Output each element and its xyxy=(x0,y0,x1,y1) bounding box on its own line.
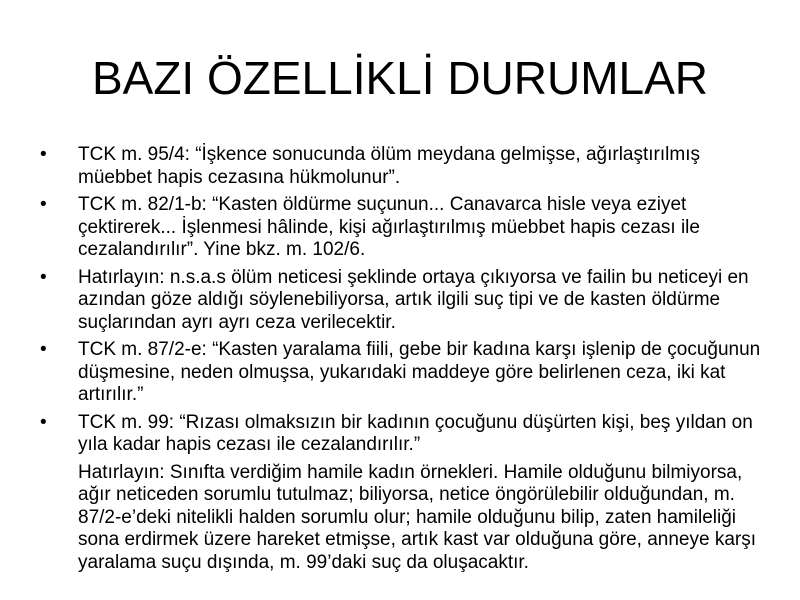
bullet-item-hatirlayin-nsas xyxy=(40,267,770,335)
bullet-icon: • xyxy=(40,411,47,433)
bullet-item-tck-82-1b xyxy=(40,194,770,262)
bullet-icon: • xyxy=(40,339,47,360)
bullet-text: TCK m. 82/1-b: “Kasten öldürme suçunun... Canavarca hisle veya eziyet çektirerek... İşlenmesi hâlinde, kişi ağırlaştırılmış müebbet hapis cezası ile cezalandırılır”. Yine bkz. m. 102/6. xyxy=(78,194,700,260)
bullet-text: Hatırlayın: n.s.a.s ölüm neticesi şeklinde ortaya çıkıyorsa ve failin bu neticeyi en azından göze aldığı söylenebiliyorsa, artık ilgili suç tipi ve de kasten öldürme suçlarından ayrı ayrı ceza verilecektir. xyxy=(78,266,749,333)
bullet-item-tck-87-2e xyxy=(40,339,770,407)
slide-title: BAZI ÖZELLİKLİ DURUMLAR xyxy=(91,52,709,104)
bullet-item-tck-95-4 xyxy=(40,144,770,189)
bullet-text: TCK m. 99: “Rızası olmaksızın bir kadının çocuğunu düşürten kişi, beş yıldan on yıla kadar hapis cezası ile cezalandırılır.” xyxy=(78,411,753,455)
bullet-icon: • xyxy=(40,266,47,288)
bullet-icon: • xyxy=(40,144,47,165)
bullet-item-hatirlayin-hamile xyxy=(40,462,770,575)
bullet-text: TCK m. 95/4: “İşkence sonucunda ölüm meydana gelmişse, ağırlaştırılmış müebbet hapis cezasına hükmolunur”. xyxy=(78,144,700,188)
bullet-icon: • xyxy=(40,194,47,215)
bullet-list xyxy=(40,144,770,579)
bullet-item-tck-99 xyxy=(40,412,770,457)
bullet-text: Hatırlayın: Sınıfta verdiğim hamile kadın örnekleri. Hamile olduğunu bilmiyorsa, ağır neticeden sorumlu tutulmaz; biliyorsa, netice öngörülebilir olduğundan, m. 87/2-e’deki nitelikli halden sorumlu olur; hamile olduğunu bilip, zaten hamileliği sona erdirmek üzere hareket etmişse, artık kast var olduğuna göre, anneye karşı yaralama suçu dışında, m. 99’daki suç da oluşacaktır. xyxy=(78,461,757,573)
bullet-text: TCK m. 87/2-e: “Kasten yaralama fiili, gebe bir kadına karşı işlenip de çocuğunun düşmesine, neden olmuşsa, yukarıdaki maddeye göre belirlenen ceza, iki kat artırılır.” xyxy=(78,339,761,405)
